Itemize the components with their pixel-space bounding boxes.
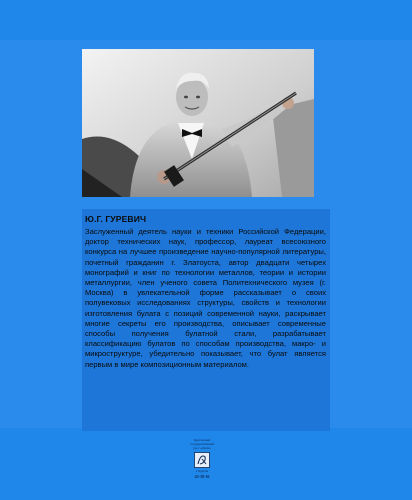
- imprint-code: 43-38-36: [194, 474, 210, 479]
- imprint-line: государственный: [189, 442, 215, 446]
- author-photo: [82, 49, 314, 197]
- imprint-line: Курганский: [193, 438, 211, 442]
- publisher-logo-icon: [194, 452, 210, 468]
- imprint-line: г. Курган: [195, 469, 209, 473]
- imprint-line: ун-т «Деліґ»: [193, 446, 211, 450]
- publisher-imprint: [181, 438, 223, 496]
- author-name: Ю.Г. ГУРЕВИЧ: [85, 214, 147, 224]
- author-bio: Заслуженный деятель науки и техники Российской Федерации, доктор технических наук, профессор, лауреат всесоюзного конкурса на лучшее произведение научно-популярной литературы, почетный гражданин г. Златоуста, автор двадцати четырех монографий и книг по технологии металлов, теории и истории металлургии, член ученого совета Политехнического музея (г. Москва) в увлекательной форме рассказывает о своих полувековых исследованиях структуры, свойств и технологии изготовления булата с позиций современной науки, раскрывает многие секреты его производства, описывает современные способы получения булатной стали, разрабатывает классификацию булатов по способам производства, макро- и микроструктуре, убедительно показывает, что булат является первым в мире композиционным материалом.: [85, 227, 326, 369]
